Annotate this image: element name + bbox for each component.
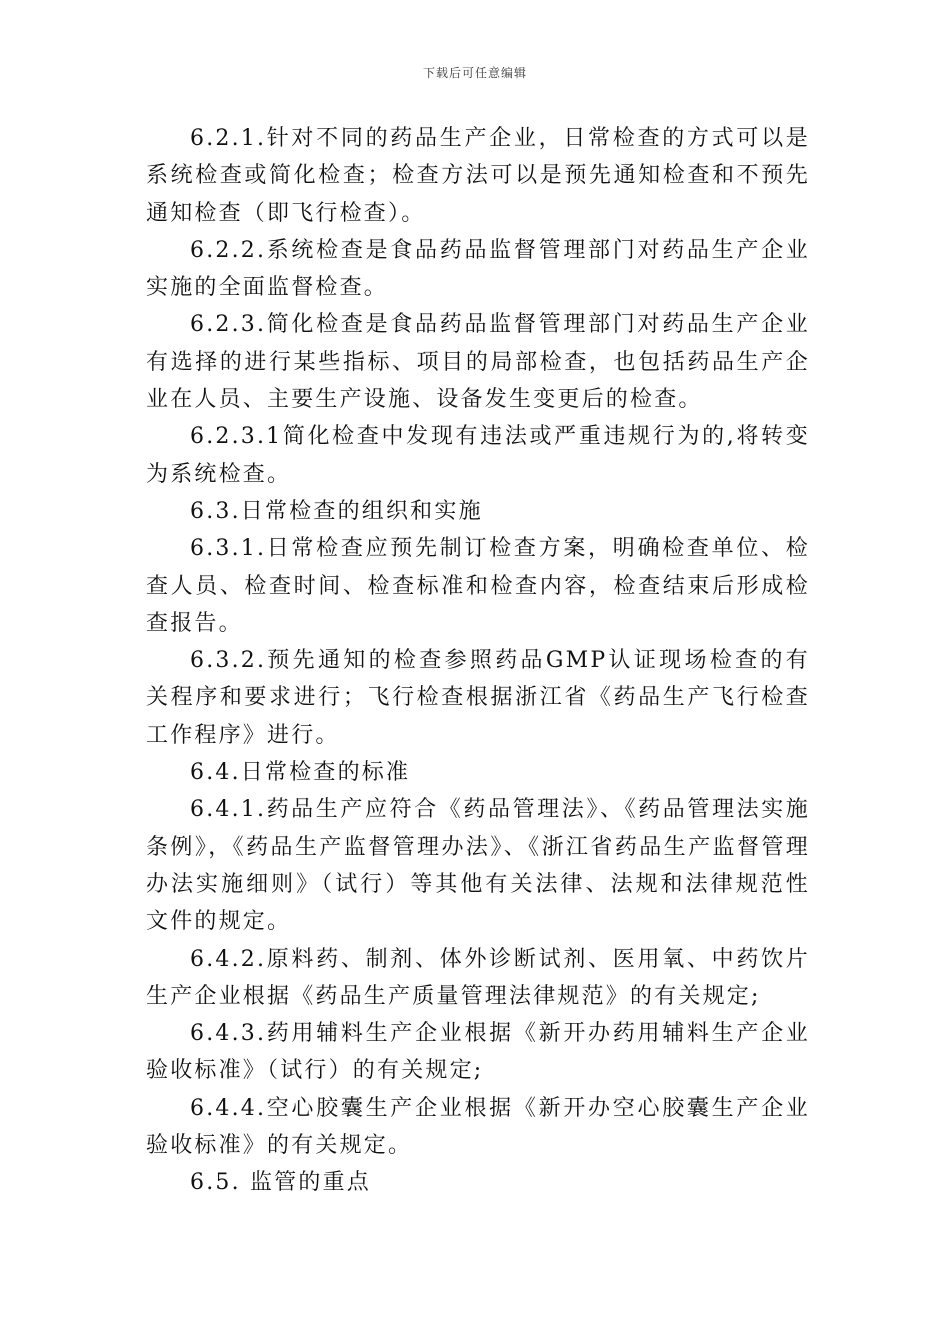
paragraph-6-4-3: 6.4.3.药用辅料生产企业根据《新开办药用辅料生产企业验收标准》（试行）的有关规定; [146, 1021, 810, 1084]
paragraph-6-4-1: 6.4.1.药品生产应符合《药品管理法》、《药品管理法实施条例》，《药品生产监督管理办法》、《浙江省药品生产监督管理办法实施细则》（试行）等其他有关法律、法规和法律规范性文件的规定。 [146, 797, 810, 935]
paragraph-6-2-3-1: 6.2.3.1简化检查中发现有违法或严重违规行为的,将转变为系统检查。 [146, 424, 810, 487]
document-body [146, 120, 810, 1202]
heading-6-5: 6.5. 监管的重点 [190, 1170, 371, 1196]
page-header: 下载后可任意编辑 [422, 66, 527, 80]
heading-6-3: 6.3.日常检查的组织和实施 [190, 498, 483, 524]
paragraph-6-3-1: 6.3.1.日常检查应预先制订检查方案，明确检查单位、检查人员、检查时间、检查标准和检查内容，检查结束后形成检查报告。 [146, 536, 810, 636]
paragraph-6-3-2: 6.3.2.预先通知的检查参照药品GMP认证现场检查的有关程序和要求进行；飞行检查根据浙江省《药品生产飞行检查工作程序》进行。 [146, 648, 810, 748]
paragraph-6-2-1: 6.2.1.针对不同的药品生产企业，日常检查的方式可以是系统检查或简化检查；检查方法可以是预先通知检查和不预先通知检查（即飞行检查）。 [146, 126, 810, 226]
paragraph-6-4-4: 6.4.4.空心胶囊生产企业根据《新开办空心胶囊生产企业验收标准》的有关规定。 [146, 1095, 810, 1159]
paragraph-6-4-2: 6.4.2.原料药、制剂、体外诊断试剂、医用氧、中药饮片生产企业根据《药品生产质量管理法律规范》的有关规定; [146, 946, 810, 1009]
paragraph-6-2-3: 6.2.3.简化检查是食品药品监督管理部门对药品生产企业有选择的进行某些指标、项目的局部检查，也包括药品生产企业在人员、主要生产设施、设备发生变更后的检查。 [146, 312, 810, 413]
paragraph-6-2-2: 6.2.2.系统检查是食品药品监督管理部门对药品生产企业实施的全面监督检查。 [146, 237, 810, 301]
heading-6-4: 6.4.日常检查的标准 [190, 760, 411, 786]
